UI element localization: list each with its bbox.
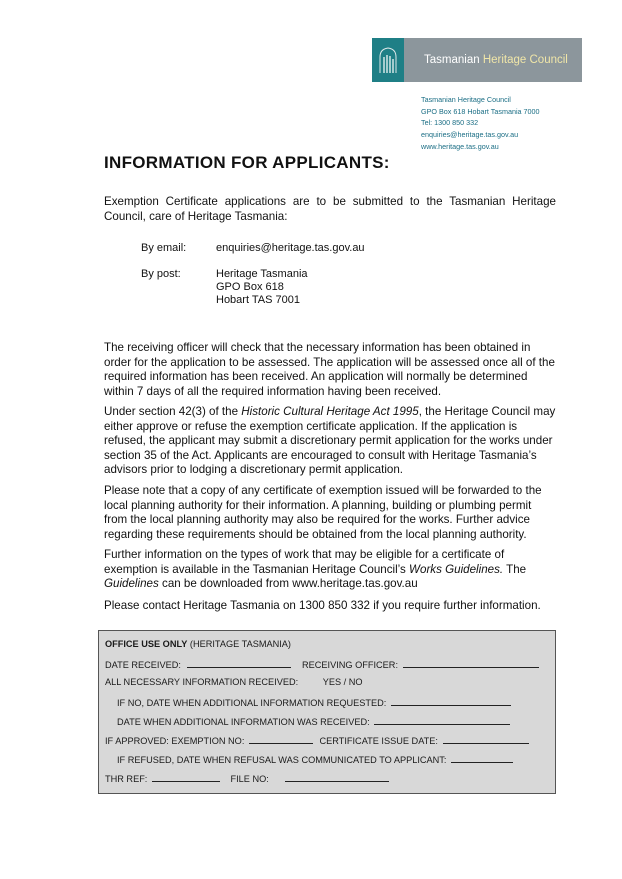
p4-works-guidelines: Works Guidelines. <box>409 562 504 576</box>
contact-web[interactable]: www.heritage.tas.gov.au <box>421 141 499 151</box>
p4-text-c: can be downloaded from www.heritage.tas.gov.au <box>158 577 418 591</box>
row-refs <box>105 772 389 784</box>
row-date-additional <box>117 715 510 727</box>
paragraph-assessment: The receiving officer will check that the necessary information has been obtained in order for the application to be assessed. The application will be assessed once all of the required information has been received. An application will normally be determined within 7 days of all the required information having been received. <box>104 341 555 398</box>
office-title-bold: OFFICE USE ONLY <box>105 639 188 649</box>
p2-text-a: Under section 42(3) of the <box>104 405 242 418</box>
file-no-field[interactable] <box>285 772 389 782</box>
p4-guidelines: Guidelines <box>104 577 159 591</box>
paragraph-act <box>104 405 556 478</box>
if-refused-date-field[interactable] <box>451 753 513 763</box>
post-line-1: Heritage Tasmania <box>216 268 308 280</box>
logo-name-part2: Heritage Council <box>482 54 568 66</box>
all-info-label: ALL NECESSARY INFORMATION RECEIVED: <box>105 677 299 687</box>
if-approved-label: IF APPROVED: EXEMPTION NO: <box>105 736 245 746</box>
row-if-refused <box>117 753 513 765</box>
cert-issue-field[interactable] <box>443 734 529 744</box>
p2-text-b: , the Heritage Council may either approve or refuse the exemption certificate application. If the application is refused, the applicant may submit a discretionary permit application for the works under section 35 of the Act. Applicants are encouraged to consult with Heritage Tasmania’s advisors prior to lodging a discretionary permit application. <box>104 405 556 477</box>
contact-org: Tasmanian Heritage Council <box>421 95 511 104</box>
logo-text <box>424 54 568 66</box>
cert-issue-label: CERTIFICATE ISSUE DATE: <box>319 736 438 746</box>
thr-ref-label: THR REF: <box>105 774 148 784</box>
logo-mark-icon <box>372 38 404 82</box>
p2-act-title: Historic Cultural Heritage Act 1995 <box>241 405 419 418</box>
post-line-2: GPO Box 618 <box>216 281 284 293</box>
row-if-no <box>117 696 511 708</box>
exemption-no-field[interactable] <box>249 734 313 744</box>
email-label: By email: <box>141 242 187 254</box>
office-title-rest: (HERITAGE TASMANIA) <box>187 639 291 649</box>
receiving-officer-field[interactable] <box>403 658 539 668</box>
intro-paragraph: Exemption Certificate applications are to be submitted to the Tasmanian Heritage Council, care of Heritage Tasmania: <box>104 195 556 223</box>
row-if-approved <box>105 734 529 746</box>
email-value[interactable]: enquiries@heritage.tas.gov.au <box>216 242 365 254</box>
paragraph-planning: Please note that a copy of any certificate of exemption issued will be forwarded to the local planning authority for their information. A planning, building or plumbing permit from the local planning authority may also be required for the works. Further advice regarding these requirements should be obtained from the local planning authority. <box>104 484 542 541</box>
row-all-info <box>105 677 363 687</box>
thr-ref-field[interactable] <box>152 772 220 782</box>
if-refused-label: IF REFUSED, DATE WHEN REFUSAL WAS COMMUNICATED TO APPLICANT: <box>117 755 447 765</box>
date-received-field[interactable] <box>187 658 291 668</box>
post-line-3: Hobart TAS 7001 <box>216 294 300 306</box>
if-no-date-field[interactable] <box>391 696 511 706</box>
receiving-officer-label: RECEIVING OFFICER: <box>302 660 398 670</box>
contact-block <box>421 94 540 153</box>
office-title <box>105 639 291 649</box>
paragraph-guidelines <box>104 548 556 592</box>
contact-tel: Tel: 1300 850 332 <box>421 118 479 128</box>
contact-address: GPO Box 618 Hobart Tasmania 7000 <box>421 106 540 116</box>
page-title: INFORMATION FOR APPLICANTS: <box>104 153 390 172</box>
logo <box>372 38 582 82</box>
date-additional-field[interactable] <box>374 715 510 725</box>
date-received-label: DATE RECEIVED: <box>105 660 181 670</box>
contact-email[interactable]: enquiries@heritage.tas.gov.au <box>421 130 519 140</box>
row-date-received <box>105 658 539 670</box>
paragraph-contact: Please contact Heritage Tasmania on 1300 850 332 if you require further information. <box>104 599 541 612</box>
yes-no-option[interactable]: YES / NO <box>322 677 363 687</box>
p4-text-a: Further information on the types of work that may be eligible for a certificate of exemption is available in the Tasmanian Heritage Council’s <box>104 548 505 576</box>
if-no-label: IF NO, DATE WHEN ADDITIONAL INFORMATION REQUESTED: <box>117 698 387 708</box>
logo-name-part1: Tasmanian <box>424 54 480 66</box>
post-label: By post: <box>141 268 181 280</box>
p4-text-b: The <box>503 562 527 576</box>
date-additional-label: DATE WHEN ADDITIONAL INFORMATION WAS RECEIVED: <box>117 717 370 727</box>
file-no-label: FILE NO: <box>230 774 269 784</box>
office-use-box <box>98 630 556 794</box>
